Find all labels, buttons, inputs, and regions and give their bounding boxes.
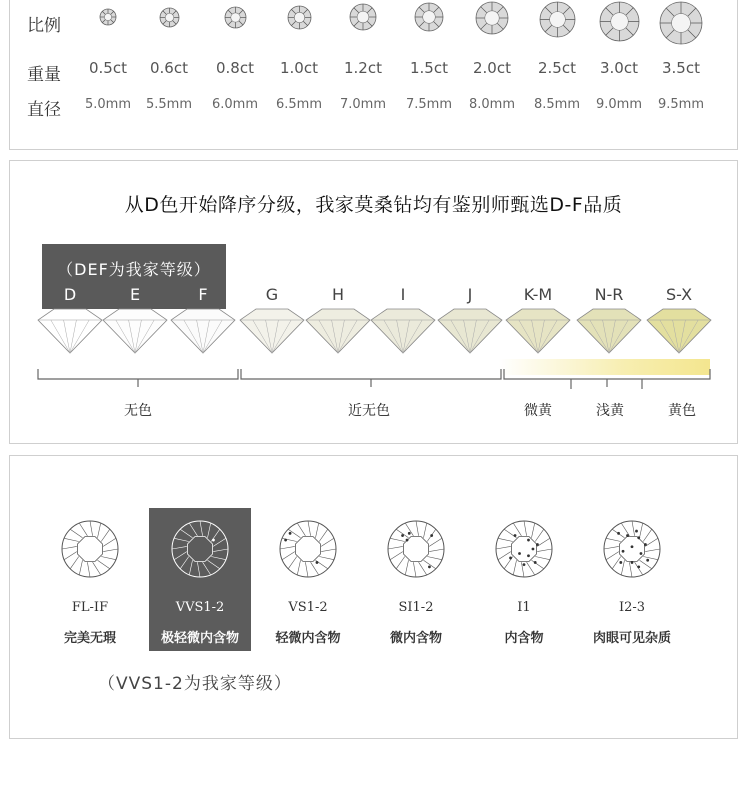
diameter-value: 8.0mm	[468, 97, 515, 112]
clarity-grade-description: 肉眼可见杂质	[592, 631, 671, 646]
category-bracket	[38, 369, 238, 379]
size-chart-panel	[9, 0, 738, 150]
carat-weight: 1.2ct	[344, 59, 382, 77]
diameter-value: 6.0mm	[211, 97, 258, 112]
diamond-side-icon	[438, 309, 502, 353]
clarity-diamond-icon	[277, 518, 339, 580]
clarity-grade-code: VVS1-2	[175, 600, 225, 615]
clarity-diamond-icon	[601, 518, 663, 580]
color-grade-label: N-R	[594, 285, 624, 304]
diameter-value: 5.5mm	[145, 97, 192, 112]
color-grade-label: D	[63, 285, 77, 304]
category-yellow: 黄色	[668, 403, 696, 419]
diamond-top-icon	[99, 8, 117, 26]
diameter-value: 8.5mm	[533, 97, 580, 112]
color-grade-label: I	[400, 285, 406, 304]
diamond-top-icon	[224, 6, 247, 29]
color-grade-panel	[9, 160, 738, 444]
diamond-top-icon	[475, 1, 509, 35]
category-bracket	[504, 369, 710, 379]
category-near-colorless: 近无色	[348, 403, 390, 419]
diamond-top-icon	[539, 1, 576, 38]
carat-weight: 0.8ct	[216, 59, 254, 77]
carat-weight: 1.0ct	[280, 59, 318, 77]
carat-weight: 3.0ct	[600, 59, 638, 77]
color-grade-label: J	[467, 285, 473, 304]
category-light-yellow: 浅黄	[596, 403, 624, 419]
category-colorless: 无色	[124, 403, 152, 419]
diamond-top-icon	[159, 7, 180, 28]
ratio-label: 比例	[27, 16, 61, 36]
carat-weight: 1.5ct	[410, 59, 448, 77]
category-bracket	[241, 369, 501, 379]
clarity-grade-description: 完美无瑕	[63, 631, 116, 646]
our-clarity-note: （VVS1-2为我家等级）	[98, 674, 292, 694]
diamond-top-icon	[659, 1, 703, 45]
diamond-top-icon	[414, 2, 444, 32]
clarity-diamond-icon	[385, 518, 447, 580]
diameter-label: 直径	[27, 100, 61, 120]
clarity-grade-code: SI1-2	[398, 600, 434, 615]
diamond-side-icon	[371, 309, 435, 353]
clarity-grade-description: 轻微内含物	[275, 631, 341, 646]
clarity-diamond-icon	[169, 518, 231, 580]
color-grade-label: H	[331, 285, 345, 304]
carat-weight: 0.5ct	[89, 59, 127, 77]
diamond-side-icon	[577, 309, 641, 353]
diameter-value: 6.5mm	[275, 97, 322, 112]
clarity-grade-code: FL-IF	[71, 600, 109, 615]
diamond-side-icon	[38, 309, 102, 353]
diameter-value: 5.0mm	[84, 97, 131, 112]
clarity-grade-code: VS1-2	[288, 600, 328, 615]
diamond-top-icon	[287, 5, 312, 30]
color-grade-label: E	[129, 285, 141, 304]
diamond-side-icon	[103, 309, 167, 353]
diameter-value: 9.0mm	[595, 97, 642, 112]
diameter-value: 7.5mm	[405, 97, 452, 112]
color-grade-label: S-X	[665, 285, 693, 304]
carat-weight: 2.5ct	[538, 59, 576, 77]
diamond-top-icon	[599, 1, 640, 42]
clarity-grade-code: I1	[517, 600, 531, 615]
carat-weight: 2.0ct	[473, 59, 511, 77]
diameter-value: 9.5mm	[657, 97, 704, 112]
color-grade-title: 从D色开始降序分级，我家莫桑钻均有鉴别师甄选D-F品质	[124, 194, 623, 216]
clarity-grade-description: 微内含物	[389, 631, 442, 646]
clarity-diamond-icon	[59, 518, 121, 580]
weight-label: 重量	[27, 65, 61, 85]
diameter-value: 7.0mm	[339, 97, 386, 112]
clarity-grade-panel	[9, 455, 738, 739]
color-grade-label: K-M	[523, 285, 553, 304]
color-grade-label: G	[265, 285, 279, 304]
clarity-diamond-icon	[493, 518, 555, 580]
diamond-side-icon	[240, 309, 304, 353]
diamond-side-icon	[306, 309, 370, 353]
diamond-side-icon	[171, 309, 235, 353]
our-grade-note: （DEF为我家等级）	[57, 260, 211, 279]
diamond-top-icon	[349, 3, 377, 31]
diamond-side-icon	[506, 309, 570, 353]
carat-weight: 0.6ct	[150, 59, 188, 77]
clarity-grade-description: 极轻微内含物	[160, 631, 239, 646]
clarity-grade-code: I2-3	[618, 600, 646, 615]
clarity-grade-description: 内含物	[504, 631, 544, 646]
category-faint-yellow: 微黄	[524, 403, 552, 419]
diamond-side-icon	[647, 309, 711, 353]
color-grade-label: F	[198, 285, 208, 304]
carat-weight: 3.5ct	[662, 59, 700, 77]
